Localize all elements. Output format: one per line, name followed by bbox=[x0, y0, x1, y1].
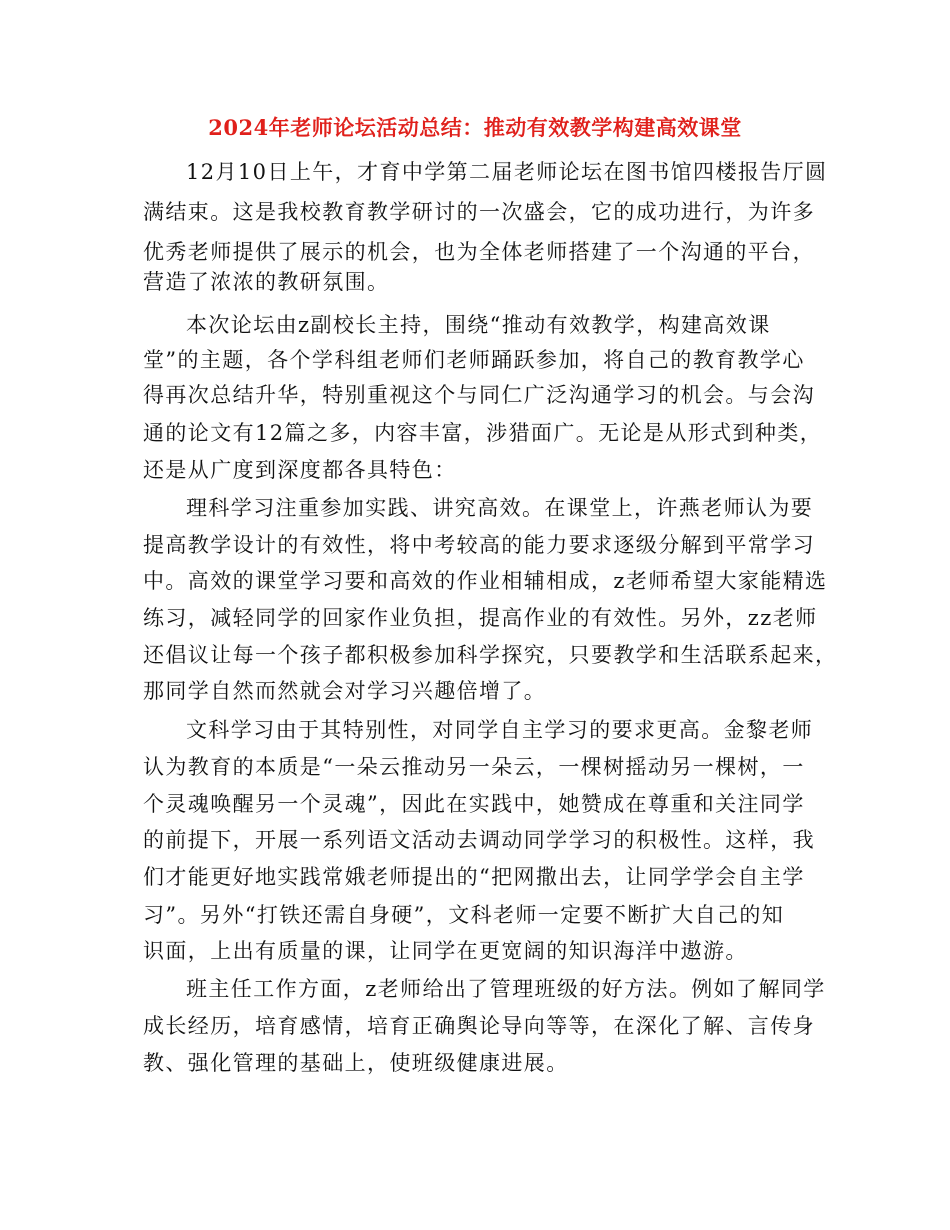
paragraph-line: 得再次总结升华，特别重视这个与同仁广泛沟通学习的机会。与会沟 bbox=[143, 383, 815, 407]
paragraph-line: 的前提下，开展一系列语文活动去调动同学学习的积极性。这样，我 bbox=[143, 828, 815, 852]
paragraph-line: 认为教育的本质是“一朵云推动另一朵云，一棵树摇动另一棵树，一 bbox=[143, 755, 805, 779]
paragraph-line: 教、强化管理的基础上，使班级健康进展。 bbox=[143, 1051, 569, 1075]
paragraph-line: 堂”的主题，各个学科组老师们老师踊跃参加，将自己的教育教学心 bbox=[143, 348, 805, 372]
paragraph-line: 本次论坛由z副校长主持，围绕“推动有效教学，构建高效课 bbox=[186, 313, 771, 337]
paragraph-line: 个灵魂唤醒另一个灵魂”，因此在实践中，她赞成在尊重和关注同学 bbox=[143, 792, 805, 816]
paragraph-line: 优秀老师提供了展示的机会，也为全体老师搭建了一个沟通的平台， bbox=[143, 240, 815, 264]
paragraph-line: 满结束。这是我校教育教学研讨的一次盛会，它的成功进行，为许多 bbox=[143, 200, 815, 224]
paragraph-line: 理科学习注重参加实践、讲究高效。在课堂上，许燕老师认为要 bbox=[186, 496, 814, 520]
paragraph-line: 12月10日上午，才育中学第二届老师论坛在图书馆四楼报告厅圆 bbox=[186, 160, 828, 184]
paragraph-line: 营造了浓浓的教研氛围。 bbox=[143, 270, 390, 294]
paragraph-line: 们才能更好地实践常娥老师提出的“把网撒出去，让同学学会自主学 bbox=[143, 865, 805, 889]
paragraph-line: 那同学自然而然就会对学习兴趣倍增了。 bbox=[143, 679, 547, 703]
paragraph-line: 成长经历，培育感情，培育正确舆论导向等等，在深化了解、言传身 bbox=[143, 1014, 815, 1038]
paragraph-line: 识面，上出有质量的课，让同学在更宽阔的知识海洋中遨游。 bbox=[143, 939, 748, 963]
paragraph-line: 提高教学设计的有效性，将中考较高的能力要求逐级分解到平常学习 bbox=[143, 533, 815, 557]
paragraph-line: 中。高效的课堂学习要和高效的作业相辅相成，z老师希望大家能精选 bbox=[143, 569, 828, 593]
paragraph-line: 习”。另外“打铁还需自身硬”，文科老师一定要不断扩大自己的知 bbox=[143, 903, 785, 927]
paragraph-line: 练习，减轻同学的回家作业负担，提高作业的有效性。另外，zz老师 bbox=[143, 606, 818, 630]
paragraph-line: 还倡议让每一个孩子都积极参加科学探究，只要教学和生活联系起来， bbox=[143, 643, 838, 667]
document-title: 2024年老师论坛活动总结：推动有效教学构建高效课堂 bbox=[208, 115, 742, 140]
paragraph-line: 文科学习由于其特别性，对同学自主学习的要求更高。金黎老师 bbox=[186, 718, 814, 742]
paragraph-line: 班主任工作方面，z老师给出了管理班级的好方法。例如了解同学 bbox=[186, 977, 826, 1001]
paragraph-line: 通的论文有12篇之多，内容丰富，涉猎面广。无论是从形式到种类， bbox=[143, 421, 823, 445]
paragraph-line: 还是从广度到深度都各具特色： bbox=[143, 458, 457, 482]
